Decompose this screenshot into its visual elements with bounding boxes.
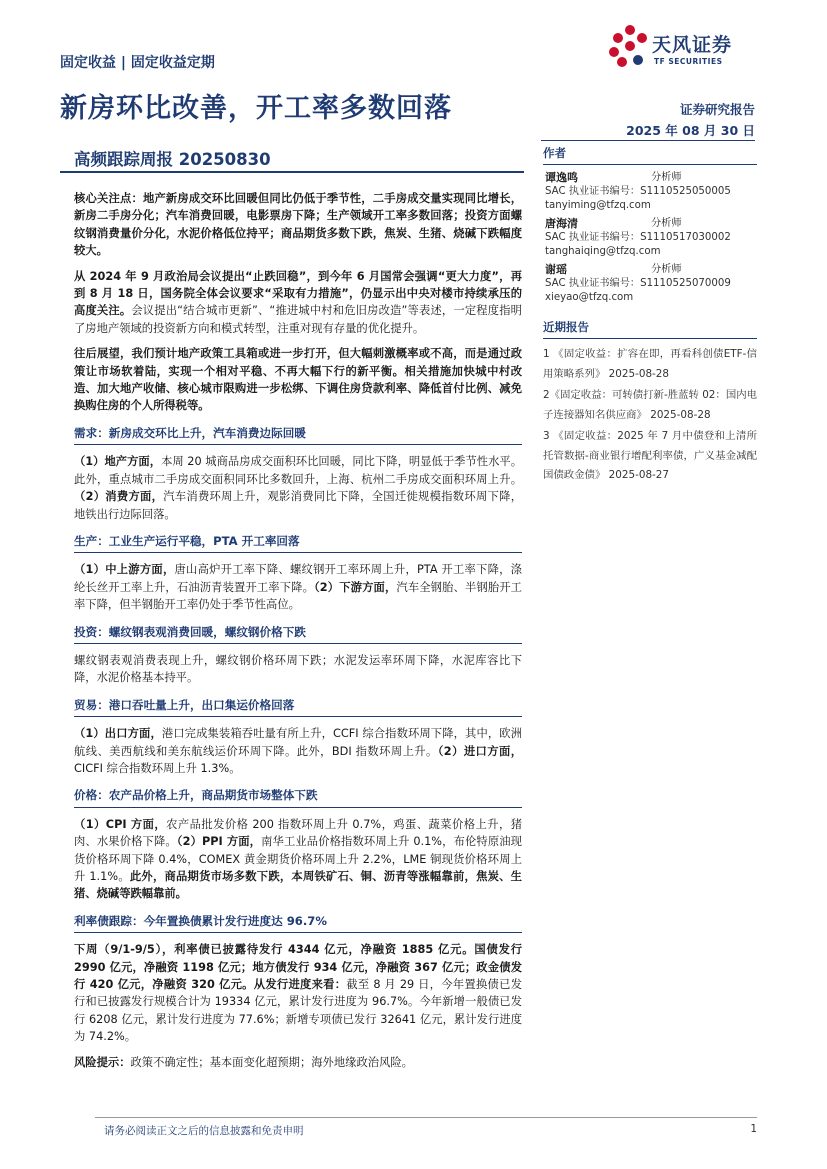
report-category: 固定收益 | 固定收益定期: [60, 55, 215, 71]
trade-label-export: （1）出口方面，: [74, 727, 162, 741]
demand-text-consumption: 汽车消费环周上升，观影消费同比下降，全国迁徙规模指数环周下降，地铁出行边际回落。: [74, 490, 522, 521]
logo-text-en: TF SECURITIES: [654, 57, 723, 66]
price-text-futures: 此外，商品期货市场多数下跌，本周铁矿石、铜、沥青等涨幅靠前，焦炭、生猪、烧碱等跌幅靠前。: [74, 870, 522, 901]
author-email[interactable]: tanyiming@tfzq.com: [545, 200, 651, 211]
page-number: 1: [750, 1123, 757, 1135]
price-label-ppi: （2）PPI 方面，: [176, 835, 262, 849]
report-subtitle: 高频跟踪周报 20250830: [74, 150, 271, 169]
tf-securities-logo: [608, 22, 768, 72]
risk-label: 风险提示：: [74, 1055, 131, 1069]
production-paragraph: [74, 561, 522, 613]
sidebar-divider: [541, 140, 755, 141]
report-title: 新房环比改善，开工率多数回落: [60, 93, 452, 124]
author-card: [543, 217, 757, 259]
production-text-upstream: 唐山高炉开工率下降、螺纹钢开工率环周上升，PTA 开工率下降，涤纶长丝开工率上升，石油沥青装置开工率下降。: [74, 563, 522, 594]
recent-report-item[interactable]: 2《固定收益：可转债打新-胜蓝转 02：国内电子连接器知名供应商》 2025-08-28: [543, 389, 757, 421]
author-role: 分析师: [651, 172, 682, 183]
demand-label-consumption: （2）消费方面，: [74, 490, 164, 504]
recent-report-item[interactable]: 3 《固定收益：2025 年 7 月中债登和上清所托管数据-商业银行增配利率债，广义基金减配国债政金债》 2025-08-27: [543, 430, 757, 481]
section-heading-rates: 利率债跟踪：今年置换债累计发行进度达 96.7%: [74, 913, 522, 933]
summary-paragraph: 核心关注点：地产新房成交环比回暖但同比仍低于季节性，二手房成交量实现同比增长，新房二手房分化；汽车消费回暖，电影票房下降；生产领域开工率多数回落；投资方面螺纹钢消费量价分化，水泥价格低位持平；商品期货多数下跌，焦炭、生猪、烧碱下跌幅度较大。: [74, 192, 522, 258]
recent-reports-heading: 近期报告: [543, 319, 757, 339]
author-email[interactable]: tanghaiqing@tfzq.com: [545, 246, 661, 257]
policy-bold: 从 2024 年 9 月政治局会议提出“止跌回稳”，到今年 6 月国常会强调“更大力度”，再到 8 月 18 日，国务院全体会议要求“采取有力措施”，仍显示出中央对楼市持续承压的高度关注。: [74, 269, 522, 318]
policy-paragraph: [74, 268, 522, 338]
author-card: [543, 263, 757, 305]
demand-text-property: 本周 20 城商品房成交面积环比回暖，同比下降，明显低于季节性水平。此外，重点城市二手房成交面积同环比多数回升，上海、杭州二手房成交面积环周上升。: [74, 455, 522, 486]
price-text-cpi: 农产品批发价格 200 指数环周上升 0.7%，鸡蛋、蔬菜价格上升，猪肉、水果价格下降。: [74, 817, 522, 849]
policy-text: 会议提出“结合城市更新”、“推进城中村和危旧房改造”等表述，一定程度指明了房地产领域的投资新方向和模式转型，注重对现有存量的优化提升。: [74, 304, 522, 335]
author-email[interactable]: xieyao@tfzq.com: [545, 292, 634, 303]
risk-text: 政策不确定性；基本面变化超预期；海外地缘政治风险。: [130, 1055, 413, 1069]
author-cert: SAC 执业证书编号：S1110525050005: [545, 186, 731, 197]
recent-report-item[interactable]: 1 《固定收益：扩容在即，再看科创债ETF-信用策略系列》 2025-08-28: [543, 348, 757, 380]
rates-paragraph: [74, 941, 522, 1045]
trade-text-import: CICFI 综合指数环周上升 1.3%。: [74, 761, 241, 775]
demand-label-property: （1）地产方面，: [74, 455, 162, 469]
demand-paragraph: [74, 453, 522, 523]
report-date: 2025 年 08 月 30 日: [626, 123, 755, 138]
trade-label-import: （2）进口方面，: [437, 744, 522, 758]
price-paragraph: [74, 816, 522, 903]
author-cert: SAC 执业证书编号：S1110525070009: [545, 278, 731, 289]
section-heading-investment: 投资：螺纹钢表观消费回暖，螺纹钢价格下跌: [74, 624, 522, 644]
author-cert: SAC 执业证书编号：S1110517030002: [545, 232, 731, 243]
risk-paragraph: [74, 1054, 522, 1071]
authors-heading: 作者: [543, 145, 757, 165]
rates-text: 截至 8 月 29 日，今年置换债已发行和已披露发行规模合计为 19334 亿元，累计发行进度为 96.7%。今年新增一般债已发行 6208 亿元，累计发行进度为 77.6%；新增专项债已发行 32641 亿元，累计发行进度为 74.2%。: [74, 978, 522, 1044]
author-card: [543, 171, 757, 213]
production-label-upstream: （1）中上游方面，: [74, 563, 175, 577]
author-name: 唐海清: [545, 217, 578, 230]
section-heading-trade: 贸易：港口吞吐量上升，出口集运价格回落: [74, 697, 522, 717]
production-text-downstream: 汽车全钢胎、半钢胎开工率下降，但半钢胎开工率仍处于季节性高位。: [74, 580, 522, 612]
rates-bold: 下周（9/1-9/5），利率债已披露待发行 4344 亿元，净融资 1885 亿元。国债发行 2990 亿元，净融资 1198 亿元；地方债发行 934 亿元，净融资 367 亿元；政金债发行 420 亿元，净融资 320 亿元。从发行进度来看：: [74, 943, 522, 992]
main-content: [74, 190, 522, 1079]
investment-paragraph: 螺纹钢表观消费表现上升，螺纹钢价格环周下跌；水泥发运率环周下降，水泥库容比下降，水泥价格基本持平。: [74, 653, 522, 685]
trade-paragraph: [74, 725, 522, 777]
logo-text-cn: 天风证券: [652, 34, 733, 56]
production-label-downstream: （2）下游方面，: [314, 580, 397, 594]
section-heading-production: 生产：工业生产运行平稳，PTA 开工率回落: [74, 533, 522, 553]
title-divider: [60, 171, 524, 173]
recent-reports: [543, 319, 757, 486]
footer-disclaimer[interactable]: 请务必阅读正文之后的信息披露和免责申明: [104, 1125, 304, 1137]
outlook-paragraph: 往后展望，我们预计地产政策工具箱或进一步打开，但大幅刺激概率或不高，而是通过政策让市场软着陆，实现一个相对平稳、不再大幅下行的新平衡。相关措施加快城中村改造、加大地产收储、核心城市限购进一步松绑、下调住房贷款利率、降低首付比例、减免换购住房的个人所得税等。: [74, 347, 522, 413]
trade-text-export: 港口完成集装箱吞吐量有所上升，CCFI 综合指数环周下降，其中，欧洲航线、美西航线和美东航线运价环周下降。此外，BDI 指数环周上升。: [74, 727, 522, 758]
report-type: 证券研究报告: [679, 102, 755, 117]
sidebar: [543, 145, 757, 488]
author-name: 谢瑶: [545, 263, 567, 276]
author-name: 谭逸鸣: [545, 171, 578, 184]
price-text-ppi: 南华工业品价格指数环周上升 0.1%，布伦特原油现货价格环周下降 0.4%，COMEX 黄金期货价格环周上升 2.2%，LME 铜现货价格环周上升 1.1%。: [74, 835, 522, 883]
section-heading-price: 价格：农产品价格上升，商品期货市场整体下跌: [74, 787, 522, 807]
footer-divider: [95, 1117, 757, 1118]
section-heading-demand: 需求：新房成交环比上升，汽车消费边际回暖: [74, 425, 522, 445]
author-role: 分析师: [651, 264, 682, 275]
author-role: 分析师: [651, 218, 682, 229]
price-label-cpi: （1）CPI 方面，: [74, 817, 167, 831]
logo-mark-icon: [608, 22, 650, 70]
